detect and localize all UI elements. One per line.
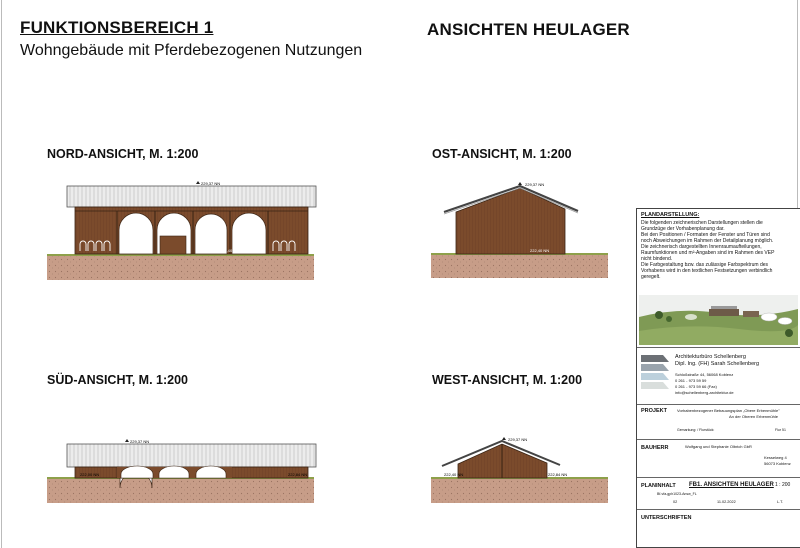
projekt-meta-right: Flur 51: [775, 428, 786, 432]
office-person: Dipl. Ing. (FH) Sarah Schellenberg: [675, 361, 760, 367]
plan-text-8: Die Farbgestaltung bzw. das zulässige Farbspektrum des: [641, 262, 769, 268]
sued-view-title: SÜD-ANSICHT, M. 1:200: [47, 373, 188, 387]
projekt-meta-left: Gemarkung: / Flurstück:: [677, 428, 715, 432]
nord-view-title: NORD-ANSICHT, M. 1:200: [47, 147, 199, 161]
svg-text:222,84 NN: 222,84 NN: [288, 472, 308, 477]
office-name: Architekturbüro Schellenberg: [675, 354, 746, 360]
planinhalt-label: PLANINHALT: [641, 483, 676, 489]
svg-text:222,84 NN: 222,84 NN: [548, 472, 568, 477]
plan-text-4: noch Abweichungen im Rahmen der Detailplanung möglich.: [641, 238, 774, 244]
projekt-text: Vorhabenbezogener Bebauungsplan „Obere Erbenmühle": [677, 408, 780, 413]
projekt-sub: An der Oberen Erbenmühle: [729, 414, 778, 419]
office-phone: 0 261 - 973 59 59: [675, 378, 707, 383]
title-block: [636, 208, 800, 548]
nord-ground: [47, 255, 314, 280]
page-title: FUNKTIONSBEREICH 1: [20, 18, 214, 37]
page-subtitle: Wohngebäude mit Pferdebezogenen Nutzungen: [20, 42, 363, 59]
plan-text-9: Vorhabens wird in den textlichen Festsetzungen verbindlich: [641, 268, 773, 274]
ost-view-title: OST-ANSICHT, M. 1:200: [432, 147, 572, 161]
bauherr-addr1: Kesselweg 4: [764, 455, 787, 460]
svg-text:222,40 NN: 222,40 NN: [530, 248, 550, 253]
plan-text-6: Raumfunktionen und m²-Angaben sind im Rahmen des VEP: [641, 250, 775, 256]
ost-ground: [431, 254, 608, 278]
office-address: Schloßstraße 44, 56068 Koblenz: [675, 372, 734, 377]
nord-elevation: [47, 181, 316, 280]
ost-elevation: [431, 182, 608, 278]
plan-drawn: L.T.: [777, 500, 784, 504]
svg-text:222,40 NN: 222,40 NN: [220, 248, 240, 253]
plan-text-7: nicht bindend.: [641, 256, 673, 262]
svg-text:229,37 NN: 229,37 NN: [130, 439, 150, 444]
plan-text-1: Die folgenden zeichnerischen Darstellungen stellen die: [641, 220, 763, 226]
plan-index: 02: [673, 500, 678, 504]
office-mail: info@schellenberg-architektur.de: [675, 390, 734, 395]
west-view-title: WEST-ANSICHT, M. 1:200: [432, 373, 583, 387]
plan-text-3: Bei den Positionen / Formaten der Fenster und Türen sind: [641, 232, 770, 238]
office-logo-icon: [641, 353, 671, 389]
sued-roof: [67, 444, 316, 467]
plan-date: 11.02.2022: [717, 500, 736, 504]
svg-text:222,40 NN: 222,40 NN: [444, 472, 464, 477]
projekt-label: PROJEKT: [641, 408, 667, 414]
sheet-title: ANSICHTEN HEULAGER: [427, 20, 630, 39]
svg-text:229,37 NN: 229,37 NN: [508, 437, 528, 442]
site-render-image: [639, 295, 798, 345]
sued-ground: [47, 478, 314, 503]
sued-elevation: [47, 439, 316, 503]
west-elevation: [431, 437, 608, 503]
plan-text-10: geregelt.: [641, 274, 661, 280]
plan-file: Bf-vfa-gph1023-Answ_FL: [657, 492, 697, 496]
west-ground: [431, 478, 608, 503]
plan-text-5: Die zeichnerisch dargestellten Innenraumaufteilungen,: [641, 244, 762, 250]
bauherr-text: Wolfgang und Stephanie Olbrich GbR: [685, 444, 752, 449]
svg-text:229,37 NN: 229,37 NN: [525, 182, 545, 187]
svg-text:229,37 NN: 229,37 NN: [201, 181, 221, 186]
signatures-label: UNTERSCHRIFTEN: [641, 515, 692, 521]
bauherr-addr2: 56073 Koblenz: [764, 461, 791, 466]
office-fax: 0 261 - 973 59 66 (Fax): [675, 384, 717, 389]
svg-text:222,00 NN: 222,00 NN: [80, 472, 100, 477]
planinhalt-text: FB1. ANSICHTEN HEULAGER: [689, 482, 774, 488]
bauherr-label: BAUHERR: [641, 445, 669, 451]
plan-heading: PLANDARSTELLUNG:: [641, 212, 700, 218]
nord-roof: [67, 186, 316, 207]
plan-scale: 1 : 200: [775, 482, 791, 488]
plan-text-2: Grundzüge der Vorhabenplanung dar.: [641, 226, 725, 232]
